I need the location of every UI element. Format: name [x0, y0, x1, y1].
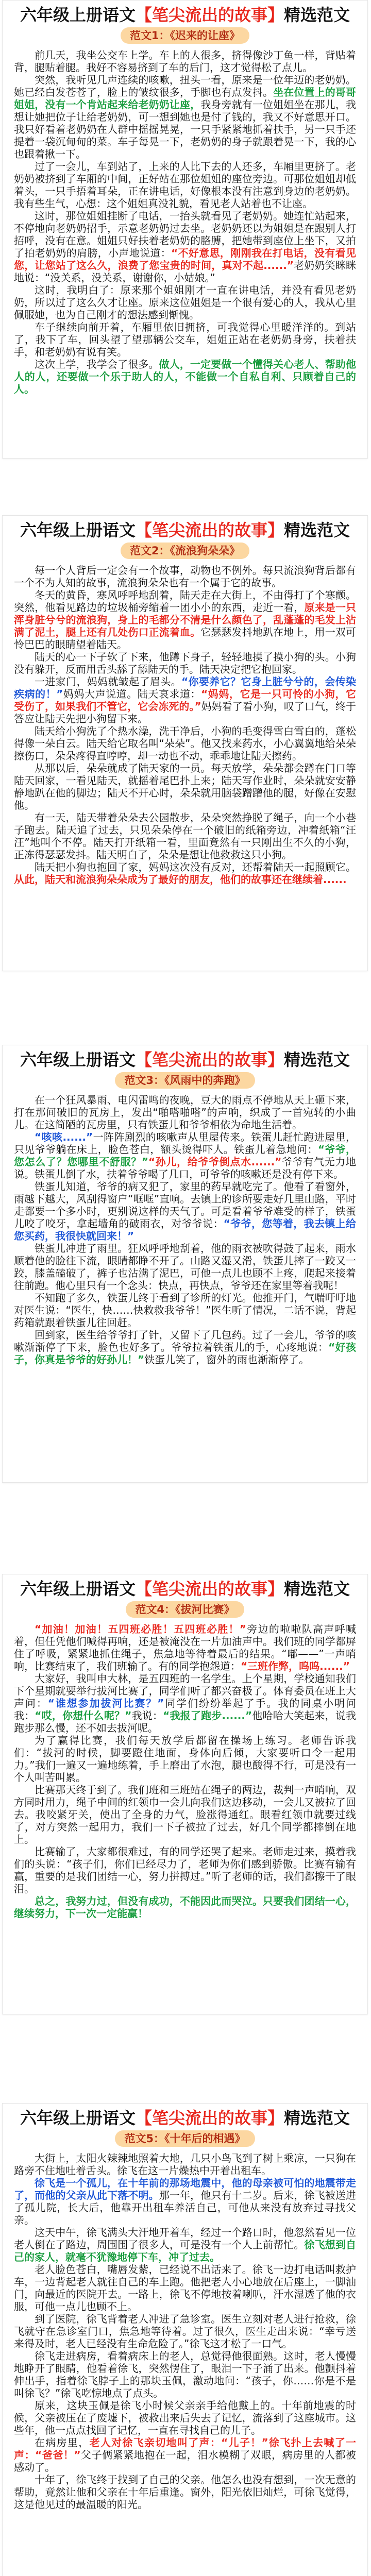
essay-card-4 [2, 1574, 368, 2014]
text-segment: 比赛那天终于到了。我们班和三班站在绳子的两边，裁判一声哨响，双方同时用力，绳子中间的红领巾一会儿向我们这边移动，一会儿又被拉了回去。我咬紧牙关，使出了全身的力气，脸涨得通红。眼看红领巾就要过线了，对方突然一起用力，我们一下子被拉了过去，好几个同学都摔倒在地上。 [14, 1784, 356, 1845]
essay-card-3 [2, 1045, 368, 1483]
essay-label: 范文2： [129, 545, 170, 557]
page-header [3, 1579, 367, 1599]
highlight-red: “三班作弊，呜呜......” [241, 1660, 350, 1672]
highlight-red: “妈妈，它是一只可怜的小狗，它受伤了，如果我们不管它，它会冻死的。” [14, 688, 356, 713]
text-segment: 徐飞走进病房，看着病床上的老人，总觉得他很面熟。这时，老人慢慢地睁开了眼睛，他看着徐飞，突然愣住了，眼泪一下子涌了出来。他颤抖着伸出手，指着徐飞脖子上的那块玉佩，激动地问：“孩子，你……你是不是叫徐飞？”徐飞吃惊地点了点头。 [14, 2350, 356, 2399]
highlight-blue: 徐飞是一个孤儿，在十年前的那场地震中，他的母亲被可怕的地震带走了，而他的父亲从此下落不明。 [14, 2177, 356, 2201]
paragraph [14, 1180, 356, 1242]
text-segment: 陆天把小狗也抱回了家，妈妈这次没有反对，还帮着陆天一起照顾它。 [35, 861, 356, 873]
paragraph [14, 1623, 356, 1672]
essay-title-badge [121, 27, 249, 44]
paragraph [14, 2152, 356, 2177]
text-segment: 冬天的黄昏，寒风呼呼地刮着，陆天走在大街上，不由得打了个寒颤。突然，他看见路边的垃圾桶旁缩着一团小小的东西，走近一看， [14, 589, 356, 614]
paragraph [14, 725, 356, 762]
paragraph [14, 651, 356, 675]
text-segment: 我说： [131, 1709, 163, 1722]
highlight-blue: “咳咳......” [35, 1131, 93, 1143]
text-segment: 为了赢得比赛，我们每天放学后都留在操场上练习。老师告诉我们：“拔河的时候，脚要蹬住地面，身体向后倾，大家要听口令一起用力。”我们一遍又一遍地练着，手上磨出了水泡，腿也酸得不行，可是没有一个人叫苦叫累。 [14, 1734, 356, 1784]
paragraph [14, 1329, 356, 1366]
paragraph [14, 675, 356, 725]
text-segment: 前几天，我坐公交车上学。车上的人很多，挤得像沙丁鱼一样，背贴着背，腿贴着腿。我好不容易挤到了车的后门，这才觉得松了点儿。 [14, 49, 356, 74]
text-segment: 这天中午，徐飞满头大汗地开着车，经过一个路口时，他忽然看见一位老人倒在了路边，周围围了很多人，可是没有一个人上前帮忙。 [14, 2226, 356, 2251]
text-segment: 在一个狂风暴雨、电闪雷鸣的夜晚，豆大的雨点不停地从天上砸下来，打在那间破旧的瓦房上，发出“啪嗒啪嗒”的声响，织成了一首宛转的小曲儿。在这简陋的瓦房里，只有铁蛋儿和爷爷相依为命地生活着。 [14, 1094, 356, 1131]
essay-label: 范文5： [124, 2132, 165, 2145]
essay-card-5 [2, 2103, 368, 2576]
page-header [3, 5, 367, 25]
essay-title-wrap [3, 27, 367, 44]
essay-title-wrap [3, 1072, 367, 1089]
paragraph [14, 762, 356, 811]
text-segment: 回到家，医生给爷爷打了针，又留下了几包药。过了一会儿，爷爷的咳嗽渐渐停了下来，脸色也好多了。爷爷拉着铁蛋儿的手，心疼地说： [14, 1329, 356, 1353]
paragraph [14, 2226, 356, 2263]
highlight-red: “加油！加油！五四班必胜！五四班必胜！” [35, 1623, 246, 1635]
highlight-red: 老人对徐飞亲切地叫了声：“儿子！”徐飞扑上去喊了一声：“爸爸！” [14, 2436, 357, 2461]
paragraph [14, 1094, 356, 1131]
header-prefix: 六年级上册语文 [20, 1050, 136, 1070]
essay-title-wrap [3, 543, 367, 559]
header-suffix: 精选范文 [284, 5, 350, 25]
header-highlight: 【笔尖流出的故事】 [135, 520, 284, 540]
paragraph [14, 1292, 356, 1329]
text-segment: 他哈哈大笑起来，说我跑步那么慢，还不如去拔河呢。 [14, 1709, 357, 1734]
paragraph [14, 74, 356, 160]
text-segment: 从那以后，朵朵就成了陆天家的一员。每天放学，朵朵都会蹲在门口等陆天回家，一看见陆天，就摇着尾巴扑上来；陆天写作业时，朵朵就安安静静地趴在他的脚边；陆天不开心时，朵朵就用脑袋蹭蹭他的腿，好像在安慰他。 [14, 762, 356, 811]
essay-title-wrap [3, 1601, 367, 1618]
essay-title: 《十年后的相遇》 [164, 2132, 246, 2145]
essay-label: 范文1： [129, 29, 170, 42]
text-segment: 我身旁就有一位姐姐坐在那儿，我想让她把位子让给老奶奶，可一想到她也是付了钱的，我又不好意思开口。我只好看着老奶奶在人群中摇摇晃晃，一只手紧紧地抓着扶手，另一只手还提着一袋沉甸甸的菜。车子每晃一下，老奶奶的身子就跟着晃一下，我的心也跟着揪一下。 [14, 98, 356, 160]
paragraph [14, 861, 356, 886]
text-segment: 老人脸色苍白，嘴唇发紫，已经说不出话来了。徐飞一边打电话叫救护车，一边背起老人就往自己的车上跑。他把老人小心地放在后座上，一脚油门，向最近的医院开去。一路上，徐飞不停地按着喇叭，汗水湿透了他的衣服，可他一点儿也顾不上。 [14, 2263, 356, 2313]
header-highlight: 【笔尖流出的故事】 [135, 5, 284, 25]
highlight-green: “我报了跑步......” [163, 1709, 252, 1722]
paragraph [14, 284, 356, 321]
header-suffix: 精选范文 [284, 1050, 350, 1070]
page-header [3, 2108, 367, 2128]
essay-title-badge [121, 543, 249, 559]
text-segment: 铁蛋儿冲进了雨里。狂风呼呼地刮着，他的雨衣被吹得鼓了起来，雨水顺着他的脸往下流，眼睛都睁不开了。山路又湿又滑，铁蛋儿摔了一跤又一跤，膝盖磕破了，裤子也沾满了泥巴，可他一点儿也顾不上疼，爬起来接着往前跑。他心里只有一个念头：快点，再快点，爷爷还在家里等着我呢！ [14, 1242, 356, 1292]
essay-body [3, 1618, 367, 1920]
page-header [3, 520, 367, 540]
text-segment: 妈妈看了看小狗，叹了口气，终于答应让陆天先把小狗留下来。 [14, 700, 356, 725]
essay-card-1 [2, 0, 368, 459]
text-segment: 一进家门，妈妈就皱起了眉头。 [35, 675, 182, 688]
text-segment: 车子继续向前开着，车厢里依旧拥挤，可我觉得心里暖洋洋的。到站了，我下了车，回头望了望那辆公交车，姐姐正站在老奶奶身旁，扶着扶手，和老奶奶有说有笑。 [14, 321, 356, 358]
text-segment: 那一年，他只有十二岁。后来，徐飞被送进了孤儿院，长大后，他靠开出租车养活自己，可他从来没有放弃过寻找父亲。 [14, 2189, 356, 2226]
highlight-red: “不好意思，刚刚我在打电话，没有看见您，让您站了这么久，浪费了您宝贵的时间，真对不起......” [14, 247, 356, 272]
text-segment: 铁蛋儿笑了，窗外的雨也渐渐停了。 [144, 1353, 310, 1366]
essay-body [3, 559, 367, 886]
highlight-green: 坐在位置上的哥哥姐姐，没有一个肯站起来给老奶奶让座， [14, 86, 356, 111]
text-segment: 每一个人背后一定会有一个故事，动物也不例外。每只流浪狗背后都有一个不为人知的故事，流浪狗朵朵也有一个属于它的故事。 [14, 564, 356, 589]
page-header [3, 1049, 367, 1070]
header-prefix: 六年级上册语文 [20, 5, 136, 25]
text-segment: 过了一会儿，车到站了，上来的人比下去的人还多，车厢里更挤了。老奶奶被挤到了车厢的中间，正好站在那位姐姐的座位旁边。可那位姐姐却低着头，一只手捂着耳朵，正在讲电话，好像根本没有注意到身边的老奶奶。我有些生气，心想：这个姐姐真没礼貌，看见老人站着也不让座。 [14, 160, 356, 210]
paragraph [14, 160, 356, 210]
paragraph [14, 2399, 356, 2436]
paragraph [14, 2436, 356, 2473]
paragraph [14, 358, 356, 395]
text-segment: 有一天，陆天带着朵朵去公园散步，朵朵突然挣脱了绳子，向一个小巷子跑去。陆天追了过去，只见朵朵停在一个破旧的纸箱旁边，冲着纸箱“汪汪”地叫个不停。陆天打开纸箱一看，里面竟然有一只刚出生不久的小狗，正冻得瑟瑟发抖。陆天明白了，朵朵是想让他救救这只小狗。 [14, 811, 356, 861]
text-segment: 这时，我明白了：原来那个姐姐刚才一直在讲电话，并没有看见老奶奶，所以过了这么久才让座。原来这位姐姐是一个很有爱心的人，我从心里佩服她，也为自己刚才的想法感到惭愧。 [14, 284, 356, 321]
essay-title-badge [115, 2130, 255, 2147]
header-highlight: 【笔尖流出的故事】 [135, 1579, 284, 1599]
text-segment: 旁边的啦啦队高声呼喊着，但任凭他们喊得再响，还是被淹没在一片加油声中。我们班的同学都屏住了呼吸，紧紧地抓住绳子，焦急地等待着最后的结果。“嘟——”一声哨响，比赛结束了，我们班输了。有的同学抱怨道： [14, 1623, 357, 1672]
highlight-red: “孙儿，给爷爷倒点水......” [148, 1156, 282, 1168]
essay-title: 《拔河比赛》 [175, 1603, 235, 1616]
text-segment: 大街上，太阳火辣辣地照着大地，几只小鸟飞到了树上乘凉，一只狗在路旁不住地吐着舌头。徐飞在这一片燥热中开着出租车。 [14, 2152, 356, 2177]
text-segment: 老奶奶笑眯眯地说：“没关系，没关系，谢谢你，小姑娘。” [14, 259, 357, 284]
paragraph [14, 49, 356, 74]
header-suffix: 精选范文 [284, 1579, 350, 1599]
essay-label: 范文3： [124, 1074, 165, 1087]
header-suffix: 精选范文 [284, 2108, 350, 2128]
paragraph [14, 1734, 356, 1784]
essay-body [3, 2147, 367, 2511]
paragraph [14, 1242, 356, 1292]
highlight-red: 原来是一只浑身脏兮兮的流浪狗，身上的毛都分不清是什么颜色了，乱蓬蓬的毛发上沾满了泥土，腿上还有几处伤口正流着血。 [14, 601, 356, 638]
paragraph [14, 1672, 356, 1734]
paragraph [14, 2473, 356, 2511]
header-highlight: 【笔尖流出的故事】 [135, 2108, 284, 2128]
text-segment: 爷爷有气无力地说。铁蛋儿倒了水，扶着爷爷喝了几口，可爷爷的咳嗽还是没有停下来。 [14, 1156, 357, 1180]
text-segment: 大家好，我叫申大林，是五四班的一名学生。上个星期，学校通知我们下个星期就要举行拔河比赛了，同学们听了都兴奋极了。体育委员在班上大声问： [14, 1672, 356, 1709]
text-segment: 一阵阵剧烈的咳嗽声从里屋传来。铁蛋儿赶忙跑进屋里，只见爷爷躺在床上，脸色苍白，额头烫得吓人。铁蛋儿着急地问： [14, 1131, 357, 1156]
essay-title: 《风雨中的奔跑》 [164, 1074, 246, 1087]
text-segment: 妈妈大声说道。陆天哀求道： [63, 688, 201, 700]
essay-label: 范文4： [135, 1603, 176, 1616]
essay-title-badge [126, 1601, 244, 1618]
text-segment: 陆天的心一下子软了下来，他蹲下身子，轻轻地摸了摸小狗的头。小狗没有躲开，反而用舌头舔了舔陆天的手。陆天决定把它抱回家。 [14, 651, 356, 675]
text-segment: 同学们纷纷举起了手。我的同桌小明问我： [14, 1697, 357, 1722]
highlight-green: “好孩子，你真是爷爷的好孙儿！” [14, 1341, 356, 1366]
text-segment: 突然，我听见几声连续的咳嗽，扭头一看，原来是一位年迈的老奶奶。她已经白发苍苍了，脸上的皱纹很多，手脚也有点发抖。 [14, 74, 356, 98]
highlight-green: “哎，你想什么呢？” [35, 1709, 132, 1722]
essay-title: 《迟来的让座》 [170, 29, 241, 42]
paragraph [14, 589, 356, 651]
paragraph [14, 2350, 356, 2399]
text-segment: 父子俩紧紧地抱在一起，泪水模糊了双眼，病房里的人都被感动了。 [14, 2449, 356, 2473]
paragraph [14, 210, 356, 284]
header-highlight: 【笔尖流出的故事】 [135, 1050, 284, 1070]
text-segment: 陆天给小狗洗了个热水澡，洗干净后，小狗的毛变得雪白雪白的，蓬松得像一朵白云。陆天给它取名叫“朵朵”。他又找来药水，小心翼翼地给朵朵擦伤口，朵朵疼得直哼哼，却一动也不动，乖乖地让陆天擦药。 [14, 725, 356, 762]
header-suffix: 精选范文 [284, 520, 350, 540]
text-segment: 这时，那位姐姐挂断了电话，一抬头就看见了老奶奶。她连忙站起来，不停地向老奶奶招手，示意老奶奶过去坐。老奶奶还以为姐姐是在跟别人打招呼，没有在意。姐姐只好扶着老奶奶的胳膊，把她带到座位上坐下，又拍了拍老奶奶的肩膀，小声地说道： [14, 210, 356, 259]
header-prefix: 六年级上册语文 [20, 2108, 136, 2128]
highlight-green: 做人，一定要做一个懂得关心老人、帮助他人的人，还要做一个乐于助人的人，不能做一个自私自利、只顾着自己的人。 [14, 358, 357, 395]
text-segment: 铁蛋儿知道，爷爷的病又犯了，家里的药早就吃完了。他看了看窗外，雨越下越大，风刮得窗户“哐哐”直响。去镇上的诊所要走好几里山路，平时走都要一个多小时，更别说这样的天气了。可是看着爷爷难受的样子，铁蛋儿咬了咬牙，拿起墙角的破雨衣，对爷爷说： [14, 1180, 356, 1230]
essay-title: 《流浪狗朵朵》 [170, 545, 241, 557]
paragraph [14, 1784, 356, 1845]
header-prefix: 六年级上册语文 [20, 1579, 136, 1599]
paragraph [14, 1895, 356, 1920]
highlight-blue: “你要养它？它身上脏兮兮的，会传染疾病的！” [14, 675, 356, 700]
essay-title-wrap [3, 2130, 367, 2147]
text-segment: 比赛输了，大家都很难过，有的同学还哭了起来。老师走过来，摸着我们的头说：“孩子们，你们已经尽力了，老师为你们感到骄傲。比赛有输有赢，重要的是我们团结一心，努力拼搏过。”听了老师的话，我们都擦干了眼泪。 [14, 1845, 356, 1895]
paragraph [14, 2313, 356, 2350]
highlight-blue: “爷爷，您等着，我去镇上给您买药，我很快就回来！” [14, 1217, 356, 1242]
essay-body [3, 1089, 367, 1366]
essay-body [3, 44, 367, 395]
header-prefix: 六年级上册语文 [20, 520, 136, 540]
paragraph [14, 811, 356, 861]
highlight-green: “爷爷，您怎么了？您哪里不舒服？” [14, 1143, 356, 1168]
text-segment: 不知跑了多久，铁蛋儿终于看到了诊所的灯光。他推开门，气喘吁吁地对医生说：“医生，快……快救救我爷爷！”医生听了情况，二话不说，背起药箱就跟着铁蛋儿往回赶。 [14, 1292, 356, 1329]
highlight-red: 从此，陆天和流浪狗朵朵成为了最好的朋友，他们的故事还在继续着...... [14, 873, 347, 886]
highlight-blue: “谁想参加拔河比赛？” [47, 1697, 164, 1709]
text-segment: 十年了，徐飞终于找到了自己的父亲。他怎么也没有想到，一次无意的帮助，竟然让他和父亲在十年后重逢。窗外，阳光依旧灿烂，可徐飞觉得，这是他见过的最温暖的阳光。 [14, 2473, 356, 2511]
essay-title-badge [115, 1072, 255, 1089]
highlight-green: 总之，我努力过，但没有成功，不能因此而哭泣。只要我们团结一心，继续努力，下一次一定能赢！ [14, 1895, 356, 1920]
paragraph [14, 1131, 356, 1180]
text-segment: 原来，这块玉佩是徐飞小时候父亲亲手给他戴上的。十年前地震的时候，父亲被压在了废墟下，被救出来后失去了记忆，流落到了这座城市。这些年，他一点点找回了记忆，一直在寻找自己的儿子。 [14, 2399, 356, 2436]
paragraph [14, 2177, 356, 2226]
text-segment: 在病房里， [35, 2436, 90, 2449]
essay-card-2 [2, 515, 368, 971]
text-segment: 这次上学，我学会了很多。 [35, 358, 159, 370]
paragraph [14, 321, 356, 358]
text-segment: 它瑟瑟发抖地趴在地上，用一双可怜巴巴的眼睛望着陆天。 [14, 626, 356, 651]
paragraph [14, 2263, 356, 2313]
highlight-green: 徐飞想到自己的家人，就毫不犹豫地停下车，冲了过去。 [14, 2239, 356, 2263]
paragraph [14, 1845, 356, 1895]
paragraph [14, 564, 356, 589]
text-segment: 到了医院，徐飞背着老人冲进了急诊室。医生立刻对老人进行抢救，徐飞就守在急诊室门口，焦急地等待着。过了很久，医生走出来说：“幸亏送来得及时，老人已经没有生命危险了。”徐飞这才松了一口气。 [14, 2313, 356, 2350]
